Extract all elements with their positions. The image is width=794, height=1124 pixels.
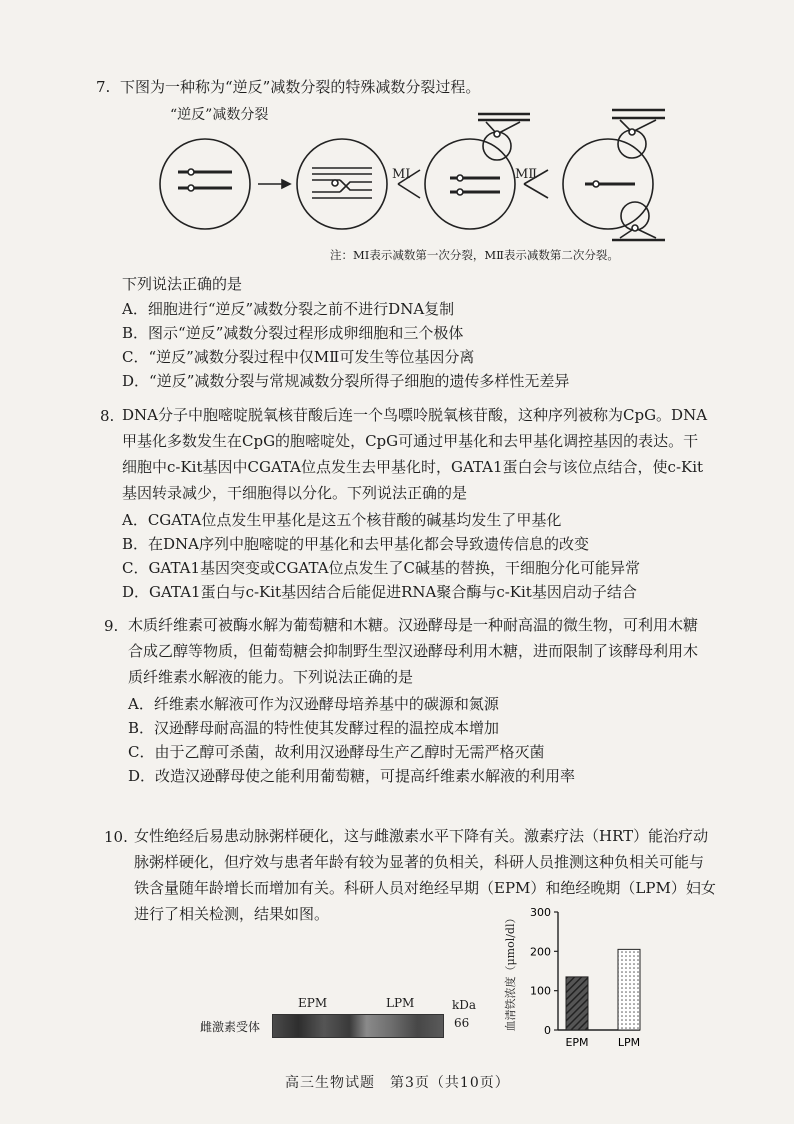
q9-option-b[interactable]: B．汉逊酵母耐高温的特性使其发酵过程的温控成本增加 xyxy=(128,719,500,737)
cell-3 xyxy=(425,139,515,229)
q9-options xyxy=(128,692,575,788)
chart-y-axis-label: 血清铁浓度（μmol/dl） xyxy=(504,912,517,1032)
q9-number: 9. xyxy=(104,617,119,635)
label-m1: MⅠ xyxy=(392,167,411,182)
blot-label-epm: EPM xyxy=(298,996,328,1010)
q8-option-c[interactable]: C．GATA1基因突变或CGATA位点发生了C碱基的替换，干细胞分化可能异常 xyxy=(122,559,641,577)
q8-option-a[interactable]: A．CGATA位点发生甲基化是这五个核苷酸的碱基均发生了甲基化 xyxy=(122,511,562,529)
y-tick-label: 100 xyxy=(530,984,551,998)
q7-option-a[interactable]: A．细胞进行“逆反”减数分裂之前不进行DNA复制 xyxy=(122,300,455,318)
q8-number: 8. xyxy=(100,407,115,425)
q7-diagram-title: “逆反”减数分裂 xyxy=(170,107,269,123)
q8-options xyxy=(122,508,640,604)
q9-option-a[interactable]: A．纤维素水解液可作为汉逊酵母培养基中的碳源和氮源 xyxy=(128,695,499,713)
page-footer: 高三生物试题 第3页（共10页） xyxy=(285,1075,510,1091)
q9-option-c[interactable]: C．由于乙醇可杀菌，故利用汉逊酵母生产乙醇时无需严格灭菌 xyxy=(128,743,545,761)
serum-iron-bar-chart xyxy=(500,902,690,1052)
y-tick-label: 200 xyxy=(530,945,551,959)
q9-option-d[interactable]: D．改造汉逊酵母使之能利用葡萄糖，可提高纤维素水解液的利用率 xyxy=(128,767,576,785)
bar-epm xyxy=(566,977,588,1030)
q8-option-b[interactable]: B．在DNA序列中胞嘧啶的甲基化和去甲基化都会导致遗传信息的改变 xyxy=(122,535,590,553)
q10-stem: 女性绝经后易患动脉粥样硬化，这与雌激素水平下降有关。激素疗法（HRT）能治疗动 脉粥样硬化，但疗效与患者年龄有较为显著的负相关，科研人员推测这种负相关可能与 铁含量随年龄增长而增加有关。科研人员对绝经早期（EPM）和绝经晚期（LPM）妇女 进行了相关检测，结果如图。 xyxy=(134,827,716,923)
q9-stem: 木质纤维素可被酶水解为葡萄糖和木糖。汉逊酵母是一种耐高温的微生物，可利用木糖 合成乙醇等物质，但葡萄糖会抑制野生型汉逊酵母利用木糖，进而限制了该酵母利用木 质纤维素水解液的能力。下列说法正确的是 xyxy=(128,616,699,686)
q7-option-c[interactable]: C．“逆反”减数分裂过程中仅MⅡ可发生等位基因分离 xyxy=(122,348,475,366)
q8-stem: DNA分子中胞嘧啶脱氧核苷酸后连一个鸟嘌呤脱氧核苷酸，这种序列被称为CpG。DNA 甲基化多数发生在CpG的胞嘧啶处，CpG可通过甲基化和去甲基化调控基因的表达。干 细胞中c-Kit基因中CGATA位点发生去甲基化时，GATA1蛋白会与该位点结合，使c-Kit 基因转录减少，干细胞得以分化。下列说法正确的是 xyxy=(122,406,708,502)
x-category-label: EPM xyxy=(565,1036,589,1049)
cell-1 xyxy=(160,139,250,229)
cell-4-chromosomes xyxy=(585,110,665,240)
chart-category-labels xyxy=(565,1036,640,1049)
q8-option-d[interactable]: D．GATA1蛋白与c-Kit基因结合后能促进RNA聚合酶与c-Kit基因启动子结合 xyxy=(122,583,637,601)
q7-stem: 下图为一种称为“逆反”减数分裂的特殊减数分裂过程。 xyxy=(120,78,481,96)
q7-number: 7. xyxy=(96,78,111,96)
blot-size: 66 xyxy=(454,1016,470,1030)
q7-note: 注：MⅠ表示减数第一次分裂，MⅡ表示减数第二次分裂。 xyxy=(330,248,619,262)
x-category-label: LPM xyxy=(617,1036,641,1049)
q7-prompt: 下列说法正确的是 xyxy=(122,275,243,293)
q10-number: 10. xyxy=(104,828,128,846)
blot-label-lpm: LPM xyxy=(386,996,415,1010)
q7-option-b[interactable]: B．图示“逆反”减数分裂过程形成卵细胞和三个极体 xyxy=(122,324,464,342)
cell-1-chromosomes xyxy=(178,169,232,191)
chart-ticks xyxy=(530,906,558,1037)
q7-options xyxy=(122,297,569,393)
cell-2 xyxy=(297,139,387,229)
western-blot xyxy=(200,990,480,1050)
cell-3-chromosomes xyxy=(450,114,530,195)
blot-row-label: 雌激素受体 xyxy=(200,1020,261,1034)
q7-option-d[interactable]: D．“逆反”减数分裂与常规减数分裂所得子细胞的遗传多样性无差异 xyxy=(122,372,570,390)
bar-lpm xyxy=(618,949,640,1030)
chart-bars xyxy=(566,949,640,1030)
label-m2: MⅡ xyxy=(515,167,538,182)
blot-unit: kDa xyxy=(452,998,477,1012)
cell-2-chromosomes xyxy=(312,168,372,198)
y-tick-label: 0 xyxy=(544,1024,551,1037)
blot-band-strip xyxy=(272,1014,444,1038)
y-tick-label: 300 xyxy=(530,906,551,919)
